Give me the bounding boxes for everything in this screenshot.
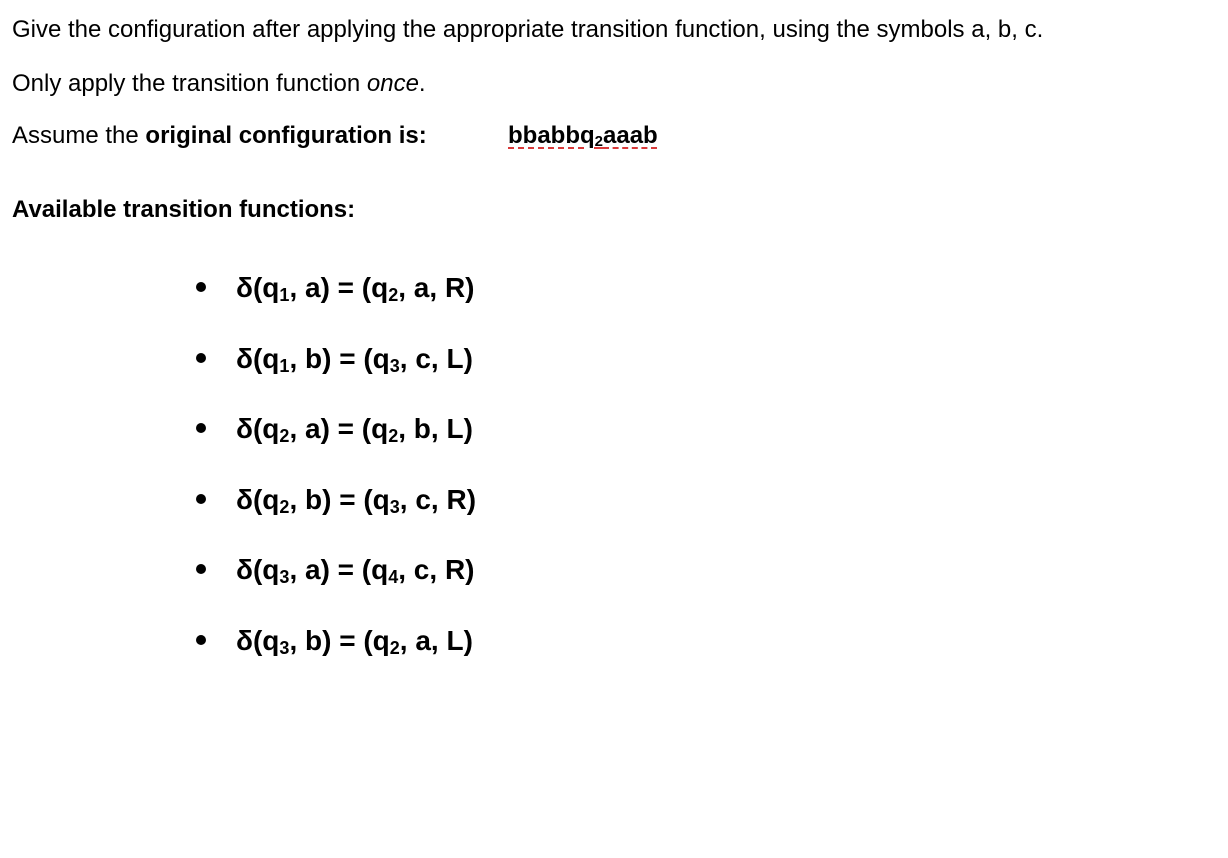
instruction-emphasis: once bbox=[366, 70, 419, 97]
instruction-bold: original configuration is: bbox=[145, 122, 427, 149]
transition-function-item bbox=[196, 341, 596, 377]
transition-function-text: $\delta(q_2$, $b) = (q_3$, c, R) bbox=[236, 484, 477, 517]
bullet-icon bbox=[196, 282, 206, 292]
config-before: bbabbq bbox=[508, 122, 595, 149]
instruction-line-3 bbox=[12, 121, 427, 151]
transition-function-text: $\delta(q_2$, $a) = (q_2$, b, L) bbox=[236, 413, 473, 446]
instruction-text: Only apply the transition function bbox=[12, 70, 367, 97]
instruction-punctuation: . bbox=[418, 70, 426, 97]
bullet-icon bbox=[196, 353, 206, 363]
transition-function-text: $\delta(q_1$, $a) = (q_2$, a, R) bbox=[236, 272, 475, 305]
transition-function-item bbox=[196, 482, 596, 518]
bullet-icon bbox=[196, 494, 206, 504]
instruction-line-1 bbox=[12, 15, 1043, 45]
transition-function-item bbox=[196, 411, 596, 447]
instruction-line-2 bbox=[12, 69, 426, 99]
original-configuration bbox=[508, 121, 658, 151]
transition-function-text: $\delta(q_3$, $b) = (q_2$, a, L) bbox=[236, 625, 473, 658]
config-state-subscript: 2 bbox=[594, 133, 603, 150]
available-functions-heading: Available transition functions: bbox=[12, 196, 356, 223]
transition-function-item bbox=[196, 270, 596, 306]
instruction-text: Assume the bbox=[12, 122, 146, 149]
transition-function-item bbox=[196, 623, 596, 659]
transition-function-text: $\delta(q_3$, $a) = (q_4$, c, R) bbox=[236, 554, 475, 587]
transition-function-text: $\delta(q_1$, $b) = (q_3$, c, L) bbox=[236, 343, 473, 376]
bullet-icon bbox=[196, 423, 206, 433]
bullet-icon bbox=[196, 564, 206, 574]
config-after: aaab bbox=[603, 122, 658, 149]
transition-function-item bbox=[196, 552, 596, 588]
instruction-text: Give the configuration after applying the appropriate transition function, using the symbols a, b, c. bbox=[12, 16, 1044, 43]
bullet-icon bbox=[196, 635, 206, 645]
